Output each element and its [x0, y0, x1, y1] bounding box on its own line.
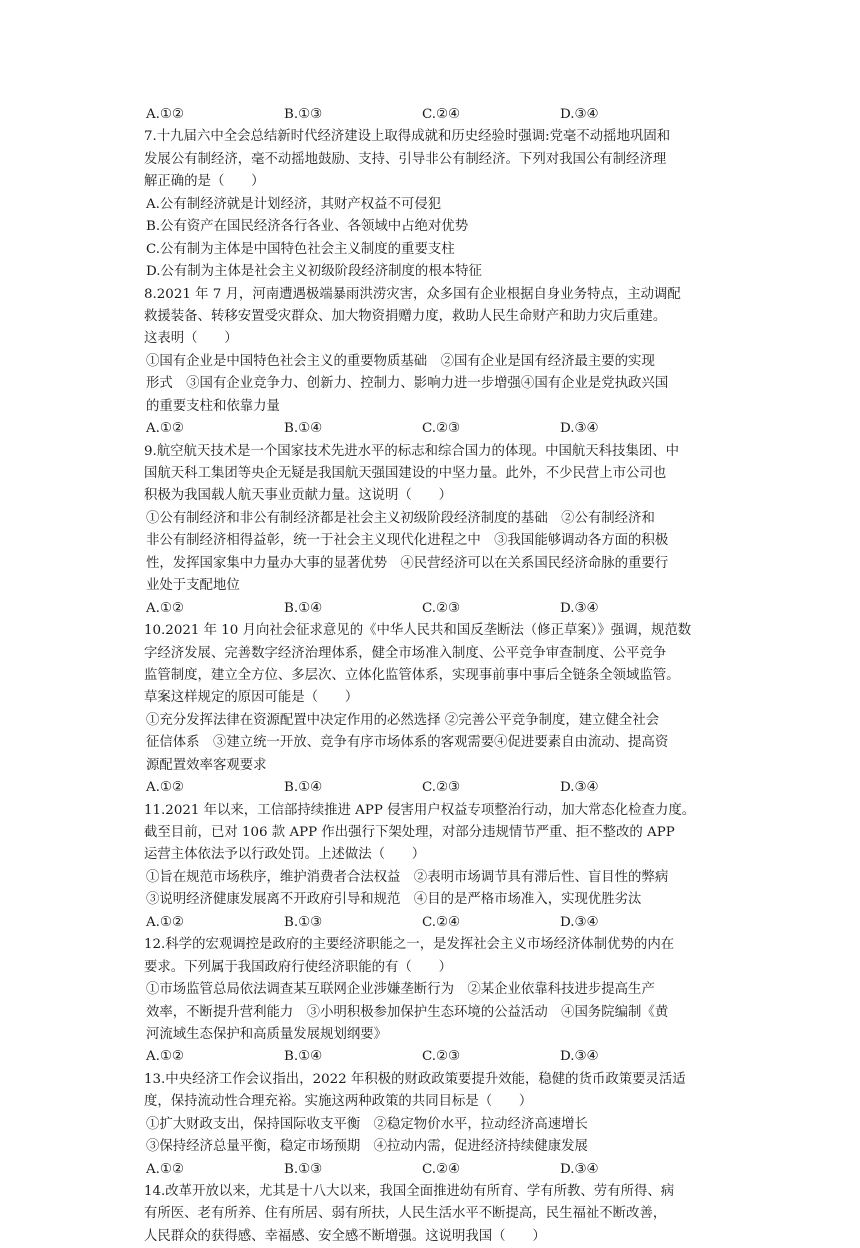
answer-choice: C.公有制为主体是中国特色社会主义制度的重要支柱	[146, 241, 455, 257]
question-q8	[144, 284, 744, 441]
answer-option: B.①③	[284, 107, 323, 122]
answer-option: A.①②	[146, 1049, 184, 1065]
question-stem-line: 草案这样规定的原因可能是（ ）	[144, 690, 359, 706]
question-stem-line: 要求。下列属于我国政府行使经济职能的有（ ）	[144, 959, 452, 975]
statement-line: 非公有制经济相得益彰，统一于社会主义现代化进程之中 ③我国能够调动各方面的积极	[146, 533, 669, 549]
question-q10	[144, 620, 744, 800]
answer-option: C.②③	[422, 600, 461, 616]
question-q6-tail	[144, 104, 744, 126]
question-stem-line: 10.2021 年 10 月向社会征求意见的《中华人民共和国反垄断法（修正草案）》强调，规范数	[144, 623, 692, 639]
answer-option: D.③④	[560, 1049, 599, 1065]
question-stem-line: 字经济发展、完善数字经济治理体系，健全市场准入制度、公平竞争审查制度、公平竞争	[144, 645, 667, 661]
statement-line: ③保持经济总量平衡，稳定市场预期 ④拉动内需，促进经济持续健康发展	[146, 1139, 588, 1155]
statement-line: 征信体系 ③建立统一开放、竞争有序市场体系的客观需要④促进要素自由流动、提高资	[146, 735, 669, 751]
question-stem-line: 度，保持流动性合理充裕。实施这两种政策的共同目标是（ ）	[144, 1094, 533, 1110]
answer-option: A.①②	[146, 780, 184, 796]
answer-option: C.②③	[422, 780, 461, 796]
question-stem-line: 积极为我国载人航天事业贡献力量。这说明（ ）	[144, 488, 452, 504]
answer-option: C.②④	[422, 914, 461, 930]
answer-option: D.③④	[560, 107, 599, 122]
answer-option: B.①④	[284, 1049, 323, 1065]
answer-option: C.②④	[422, 1161, 461, 1177]
answer-option: A.①②	[146, 914, 184, 930]
answer-options-row	[144, 418, 744, 440]
question-q9	[144, 441, 744, 621]
question-q11	[144, 800, 744, 935]
statement-line: ①充分发挥法律在资源配置中决定作用的必然选择 ②完善公平竞争制度，建立健全社会	[146, 712, 660, 728]
statement-line: 的重要支柱和依靠力量	[146, 398, 280, 414]
statement-line: ①扩大财政支出，保持国际收支平衡 ②稳定物价水平，拉动经济高速增长	[146, 1116, 588, 1132]
answer-options-row	[144, 777, 744, 799]
question-q7	[144, 126, 744, 283]
question-stem-line: 国航天科工集团等央企无疑是我国航天强国建设的中坚力量。此外，不少民营上市公司也	[144, 466, 667, 481]
statement-line: 效率，不断提升营利能力 ③小明积极参加保护生态环境的公益活动 ④国务院编制《黄	[146, 1004, 669, 1020]
question-stem-line: 13.中央经济工作会议指出，2022 年积极的财政政策要提升效能，稳健的货币政策要灵活适	[144, 1071, 686, 1087]
statement-line: 业处于支配地位	[146, 578, 240, 594]
question-stem-line: 人民群众的获得感、幸福感、安全感不断增强。这说明我国（ ）	[144, 1228, 546, 1244]
question-stem-line: 救援装备、转移安置受灾群众、加大物资捐赠力度，救助人民生命财产和助力灾后重建。	[144, 308, 667, 324]
statement-line: ①国有企业是中国特色社会主义的重要物质基础 ②国有企业是国有经济最主要的实现	[146, 353, 655, 369]
question-stem-line: 解正确的是（ ）	[144, 174, 265, 190]
answer-option: D.③④	[560, 421, 599, 437]
question-stem-line: 监管制度，建立全方位、多层次、立体化监管体系，实现事前事中事后全链条全领域监管。	[144, 667, 680, 683]
question-stem-line: 截至目前，已对 106 款 APP 作出强行下架处理，对部分违规情节严重、拒不整改的 APP	[144, 825, 675, 840]
answer-option: D.③④	[560, 914, 599, 930]
question-q14	[144, 1181, 744, 1248]
answer-option: A.①②	[146, 421, 184, 437]
question-q12	[144, 934, 744, 1069]
statement-line: 源配置效率客观要求	[146, 757, 267, 773]
question-stem-line: 7.十九届六中全会总结新时代经济建设上取得成就和历史经验时强调:党毫不动摇地巩固和	[144, 129, 671, 145]
answer-option: C.②③	[422, 1049, 461, 1065]
answer-options-row	[144, 104, 744, 126]
answer-option: D.③④	[560, 600, 599, 616]
answer-option: D.③④	[560, 1161, 599, 1177]
answer-option: B.①④	[284, 421, 323, 437]
answer-option: D.③④	[560, 780, 599, 796]
question-q13	[144, 1069, 744, 1181]
answer-option: B.①④	[284, 780, 323, 796]
question-stem-line: 这表明（ ）	[144, 331, 238, 347]
answer-option: B.①③	[284, 914, 323, 930]
statement-line: 形式 ③国有企业竞争力、创新力、控制力、影响力进一步增强④国有企业是党执政兴国	[146, 376, 669, 392]
question-stem-line: 9.航空航天技术是一个国家技术先进水平的标志和综合国力的体现。中国航天科技集团、中	[144, 443, 680, 459]
question-stem-line: 8.2021 年 7 月，河南遭遇极端暴雨洪涝灾害，众多国有企业根据自身业务特点，主动调配	[144, 286, 681, 302]
answer-option: A.①②	[146, 107, 184, 122]
question-stem-line: 14.改革开放以来，尤其是十八大以来，我国全面推进幼有所育、学有所教、劳有所得、病	[144, 1184, 675, 1199]
statement-line: ①旨在规范市场秩序，维护消费者合法权益 ②表明市场调节具有滞后性、盲目性的弊病	[146, 869, 669, 885]
answer-option: A.①②	[146, 1161, 184, 1177]
answer-options-row	[144, 598, 744, 620]
question-stem-line: 12.科学的宏观调控是政府的主要经济职能之一，是发挥社会主义市场经济体制优势的内在	[144, 937, 675, 953]
statement-line: ①公有制经济和非公有制经济都是社会主义初级阶段经济制度的基础 ②公有制经济和	[146, 510, 655, 526]
question-list	[144, 104, 744, 1248]
question-stem-line: 发展公有制经济，毫不动摇地鼓励、支持、引导非公有制经济。下列对我国公有制经济理	[144, 151, 667, 167]
answer-options-row	[144, 1159, 744, 1181]
statement-line: ③说明经济健康发展离不开政府引导和规范 ④目的是严格市场准入，实现优胜劣汰	[146, 892, 642, 908]
answer-option: A.①②	[146, 600, 184, 616]
statement-line: 性，发挥国家集中力量办大事的显著优势 ④民营经济可以在关系国民经济命脉的重要行	[146, 555, 669, 571]
answer-choice: B.公有资产在国民经济各行各业、各领域中占绝对优势	[146, 219, 469, 235]
question-stem-line: 运营主体依法予以行政处罚。上述做法（ ）	[144, 847, 426, 863]
statement-line: 河流域生态保护和高质量发展规划纲要》	[146, 1026, 388, 1042]
answer-options-row	[144, 1046, 744, 1068]
statement-line: ①市场监管总局依法调查某互联网企业涉嫌垄断行为 ②某企业依靠科技进步提高生产	[146, 982, 655, 998]
answer-option: C.②④	[422, 107, 461, 122]
question-stem-line: 11.2021 年以来，工信部持续推进 APP 侵害用户权益专项整治行动，加大常态化检查力度。	[144, 802, 696, 818]
answer-option: B.①④	[284, 600, 323, 616]
answer-option: C.②③	[422, 421, 461, 437]
answer-option: B.①③	[284, 1161, 323, 1177]
answer-options-row	[144, 912, 744, 934]
question-stem-line: 有所医、老有所养、住有所居、弱有所扶，人民生活水平不断提高，民生福祉不断改善，	[144, 1206, 667, 1222]
answer-choice: D.公有制为主体是社会主义初级阶段经济制度的根本特征	[146, 264, 482, 280]
answer-choice: A.公有制经济就是计划经济，其财产权益不可侵犯	[146, 196, 442, 212]
